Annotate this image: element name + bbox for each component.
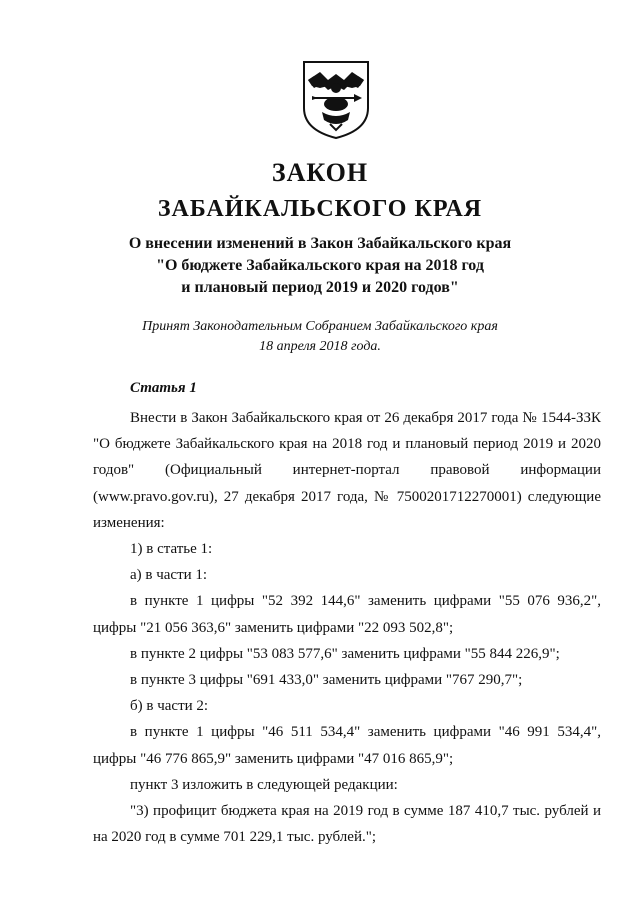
paragraph: пункт 3 изложить в следующей редакции:: [130, 776, 398, 793]
article-body: [93, 405, 601, 850]
paragraph: "3) профицит бюджета края на 2019 год в сумме 187 410,7 тыс. рублей и на 2020 год в сумме 701 229,1 тыс. рублей.";: [93, 803, 601, 846]
paragraph: в пункте 1 цифры "46 511 534,4" заменить цифрами "46 991 534,4", цифры "46 776 865,9" заменить цифрами "47 016 865,9";: [93, 724, 601, 767]
document-type-title: ЗАКОН: [271, 158, 369, 187]
coat-of-arms-emblem: [300, 58, 372, 140]
paragraph: 1) в статье 1:: [130, 541, 213, 558]
article-heading: Статья 1: [130, 380, 197, 396]
subtitle-line: "О бюджете Забайкальского края на 2018 год: [156, 257, 484, 274]
adoption-note: [0, 317, 640, 357]
law-subtitle: [0, 233, 640, 299]
subtitle-line: О внесении изменений в Закон Забайкальского края: [128, 235, 512, 252]
paragraph: в пункте 3 цифры "691 433,0" заменить цифрами "767 290,7";: [130, 672, 523, 689]
adoption-line: Принят Законодательным Собранием Забайкальского края: [142, 319, 498, 334]
paragraph: а) в части 1:: [130, 567, 208, 584]
paragraph: б) в части 2:: [130, 698, 209, 715]
subtitle-line: и плановый период 2019 и 2020 годов": [181, 279, 459, 296]
paragraph: Внести в Закон Забайкальского края от 26 декабря 2017 года № 1544-ЗЗК "О бюджете Забайкальского края на 2018 год и плановый период 2019 и 2020 годов" (Официальный интернет-портал правовой информации (www.pravo.gov.ru), 27 декабря 2017 года, № 7500201712270001) следующие изменения:: [93, 410, 601, 531]
paragraph: в пункте 1 цифры "52 392 144,6" заменить цифрами "55 076 936,2", цифры "21 056 363,6" заменить цифрами "22 093 502,8";: [93, 593, 601, 636]
region-title: ЗАБАЙКАЛЬСКОГО КРАЯ: [157, 196, 483, 222]
adoption-date: 18 апреля 2018 года.: [259, 339, 381, 354]
paragraph: в пункте 2 цифры "53 083 577,6" заменить цифрами "55 844 226,9";: [130, 645, 560, 662]
